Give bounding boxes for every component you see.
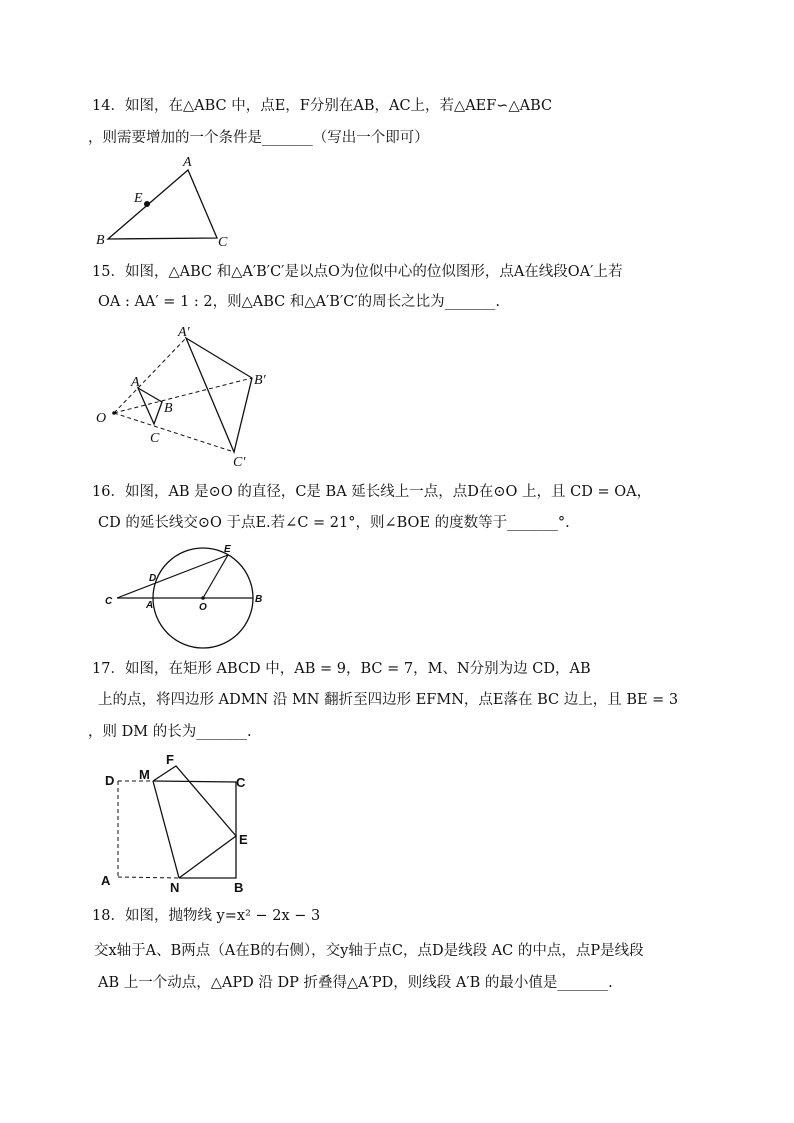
q17-fold-mn	[153, 781, 179, 878]
q17-label-d: D	[105, 773, 115, 788]
q14-triangle	[108, 170, 217, 239]
q17-text-line1: 17．如图，在矩形 ABCD 中，AB = 9，BC = 7，M、N分别为边 CD，AB	[92, 661, 591, 677]
q16-label-e: E	[224, 544, 231, 555]
q14-label-c: C	[218, 235, 228, 250]
q16-line-oe	[203, 555, 228, 598]
q14-figure	[94, 156, 244, 251]
q15-label-a: A	[131, 375, 140, 390]
q17-folded-quad	[153, 766, 236, 878]
q17-label-a: A	[101, 873, 111, 888]
q15-text-line2: OA : AA′ = 1 : 2，则△ABC 和△A′B′C′的周长之比为_______.	[98, 294, 500, 310]
q16-label-o: O	[199, 602, 207, 613]
q18-text-line3: AB 上一个动点，△APD 沿 DP 折叠得△A′PD，则线段 A′B 的最小值是_______.	[98, 975, 613, 991]
q15-label-c: C	[150, 431, 160, 446]
q15-label-a1: A′	[178, 325, 190, 340]
q15-large-triangle	[186, 338, 252, 452]
q17-label-f: F	[166, 752, 174, 767]
q16-text-line2: CD 的延长线交⊙O 于点E.若∠C = 21°，则∠BOE 的度数等于_______°.	[98, 515, 570, 531]
q16-point-o	[201, 596, 205, 600]
q17-label-e: E	[239, 832, 248, 847]
q15-label-b: B	[164, 401, 173, 416]
q17-text-line2: 上的点，将四边形 ADMN 沿 MN 翻折至四边形 EFMN，点E落在 BC 边上，且 BE = 3	[98, 692, 679, 708]
q18-text-line2: 交x轴于A、B两点（A在B的右侧），交y轴于点C，点D是线段 AC 的中点，点P是线段	[94, 943, 644, 959]
q17-figure	[96, 752, 266, 894]
q14-label-a: A	[183, 155, 192, 170]
q16-label-c: C	[105, 596, 113, 607]
q14-text-line1: 14．如图，在△ABC 中，点E，F分别在AB，AC上，若△AEF∽△ABC	[92, 98, 553, 114]
q15-ray-oc	[114, 413, 234, 452]
q14-text-line2: ，则需要增加的一个条件是_______（写出一个即可）	[88, 130, 429, 146]
q17-dashed-an	[118, 877, 179, 878]
q17-label-m: M	[139, 767, 150, 782]
q18-text-line1: 18．如图，抛物线 y=x² − 2x − 3	[92, 908, 321, 924]
q14-point-e	[144, 201, 150, 207]
q15-label-b1: B′	[254, 373, 266, 388]
q16-label-d: D	[149, 573, 157, 584]
q15-text-line1: 15．如图，△ABC 和△A′B′C′是以点O为位似中心的位似图形，点A在线段OA′上若	[92, 264, 623, 280]
q15-ray-oa	[114, 338, 186, 413]
q16-text-line1: 16．如图，AB 是⊙O 的直径，C是 BA 延长线上一点，点D在⊙O 上，且 CD = OA，	[92, 484, 652, 500]
q15-label-c1: C′	[233, 455, 246, 470]
q15-label-o: O	[96, 411, 107, 426]
q16-figure	[100, 540, 270, 652]
q17-label-b: B	[234, 880, 244, 895]
q14-label-e: E	[134, 191, 143, 206]
q17-label-c: C	[236, 775, 246, 790]
q15-figure	[94, 320, 284, 470]
q16-label-a: A	[146, 600, 154, 611]
q16-line-ce	[117, 555, 228, 598]
q17-text-line3: ，则 DM 的长为_______.	[88, 724, 252, 740]
q15-point-o	[112, 411, 116, 415]
q16-label-b: B	[255, 594, 263, 605]
q14-label-b: B	[96, 233, 105, 248]
q17-label-n: N	[170, 880, 180, 895]
